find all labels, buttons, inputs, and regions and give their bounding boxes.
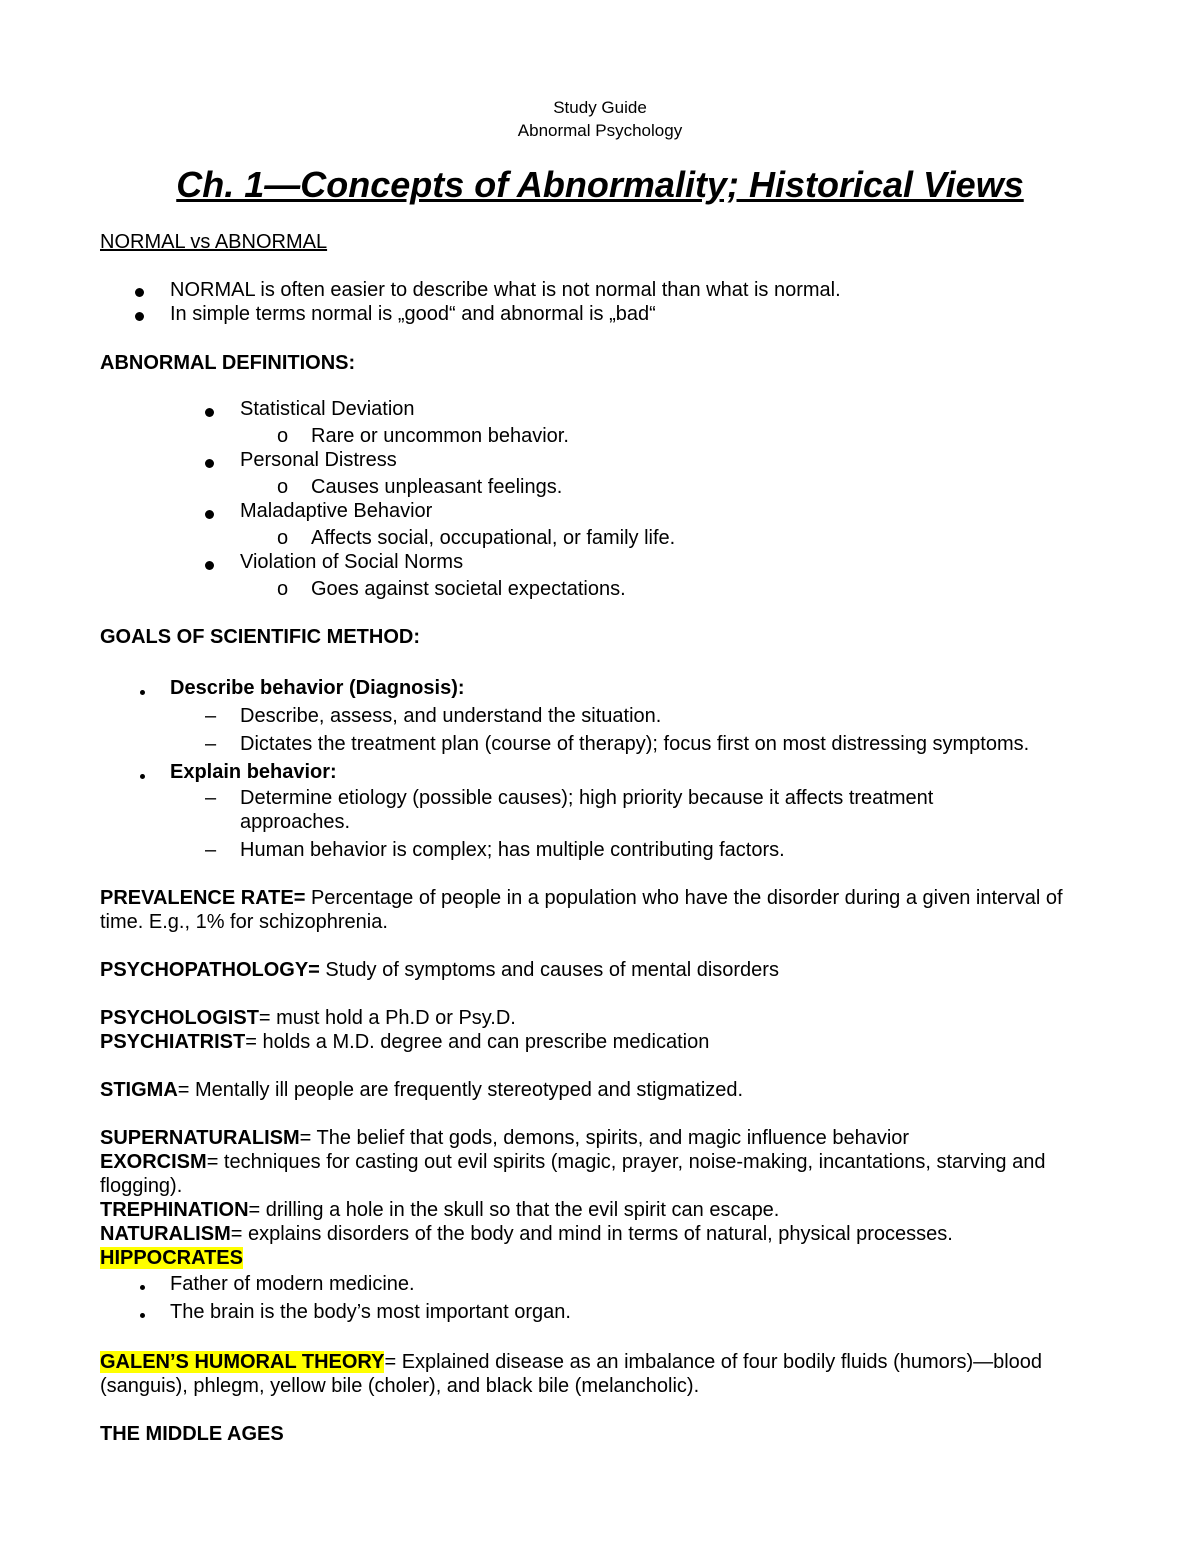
- term-label: NATURALISM: [100, 1223, 231, 1245]
- goal-point-continued: approaches.: [240, 811, 351, 833]
- sub-bullet-icon: o: [277, 578, 289, 600]
- term-psychiatrist: [100, 1030, 709, 1054]
- term-definition: Study of symptoms and causes of mental disorders: [319, 959, 779, 981]
- definition-detail: Causes unpleasant feelings.: [311, 476, 563, 498]
- definition-detail: Goes against societal expectations.: [311, 578, 626, 600]
- sub-bullet-icon: o: [277, 527, 289, 549]
- bullet-icon: [140, 1300, 145, 1324]
- term-label: EXORCISM: [100, 1151, 207, 1173]
- sub-bullet-icon: o: [277, 476, 289, 498]
- term-definition: = techniques for casting out evil spirits (magic, prayer, noise-making, incantations, starving and: [206, 1151, 1046, 1173]
- bullet-icon: [135, 279, 144, 303]
- section-heading-middle-ages: THE MIDDLE AGES: [100, 1423, 284, 1445]
- term-exorcism: [100, 1150, 1045, 1174]
- term-definition: = explains disorders of the body and mind in terms of natural, physical processes.: [230, 1223, 953, 1245]
- highlighted-term: GALEN’S HUMORAL THEORY: [100, 1351, 385, 1373]
- bullet-icon: [140, 677, 145, 701]
- list-item: Father of modern medicine.: [170, 1273, 415, 1295]
- goal-label: Describe behavior (Diagnosis):: [170, 677, 465, 699]
- goal-point: Human behavior is complex; has multiple contributing factors.: [240, 839, 785, 861]
- sub-bullet-icon: o: [277, 425, 289, 447]
- term-naturalism: [100, 1222, 953, 1246]
- term-definition-continued: time. E.g., 1% for schizophrenia.: [100, 911, 388, 933]
- bullet-icon: [205, 399, 214, 423]
- term-definition-continued: (sanguis), phlegm, yellow bile (choler), and black bile (melancholic).: [100, 1375, 700, 1397]
- list-item: The brain is the body’s most important organ.: [170, 1301, 571, 1323]
- dash-icon: –: [205, 787, 217, 809]
- term-psychologist: [100, 1006, 516, 1030]
- term-label: PSYCHIATRIST: [100, 1031, 246, 1053]
- bullet-icon: [140, 1272, 145, 1296]
- bullet-icon: [135, 303, 144, 327]
- dash-icon: –: [205, 705, 217, 727]
- term-definition: = holds a M.D. degree and can prescribe medication: [245, 1031, 710, 1053]
- bullet-icon: [205, 450, 214, 474]
- goal-point: Determine etiology (possible causes); high priority because it affects treatment: [240, 787, 934, 809]
- section-heading-definitions: ABNORMAL DEFINITIONS:: [100, 352, 356, 374]
- dash-icon: –: [205, 839, 217, 861]
- term-supernaturalism: [100, 1126, 909, 1150]
- list-item: In simple terms normal is „good“ and abnormal is „bad“: [170, 303, 656, 325]
- term-label: PSYCHOPATHOLOGY=: [100, 959, 320, 981]
- term-label: STIGMA: [100, 1079, 178, 1101]
- definition-label: Violation of Social Norms: [240, 551, 464, 573]
- term-definition-continued: flogging).: [100, 1175, 183, 1197]
- definition-label: Personal Distress: [240, 449, 397, 471]
- term-definition: = Explained disease as an imbalance of four bodily fluids (humors)—blood: [384, 1351, 1043, 1373]
- dash-icon: –: [205, 733, 217, 755]
- goal-point: Describe, assess, and understand the situation.: [240, 705, 662, 727]
- term-galen: [100, 1350, 1042, 1374]
- term-definition: Percentage of people in a population who have the disorder during a given interval of: [305, 887, 1063, 909]
- term-definition: = The belief that gods, demons, spirits, and magic influence behavior: [299, 1127, 910, 1149]
- hippocrates-heading: [100, 1246, 243, 1270]
- term-label: PREVALENCE RATE=: [100, 887, 306, 909]
- bullet-icon: [205, 501, 214, 525]
- definition-detail: Affects social, occupational, or family life.: [311, 527, 676, 549]
- definition-detail: Rare or uncommon behavior.: [311, 425, 569, 447]
- doc-course: Abnormal Psychology: [517, 121, 683, 140]
- term-label: PSYCHOLOGIST: [100, 1007, 259, 1029]
- list-item: NORMAL is often easier to describe what is not normal than what is normal.: [170, 279, 841, 301]
- goal-point: Dictates the treatment plan (course of therapy); focus first on most distressing symptoms.: [240, 733, 1030, 755]
- highlighted-term: HIPPOCRATES: [100, 1247, 243, 1269]
- section-heading-scientific-method: GOALS OF SCIENTIFIC METHOD:: [100, 626, 420, 648]
- term-definition: = drilling a hole in the skull so that the evil spirit can escape.: [248, 1199, 780, 1221]
- definition-label: Maladaptive Behavior: [240, 500, 433, 522]
- term-definition: = Mentally ill people are frequently stereotyped and stigmatized.: [177, 1079, 744, 1101]
- definition-label: Statistical Deviation: [240, 398, 415, 420]
- section-heading-normal: NORMAL vs ABNORMAL: [100, 231, 328, 253]
- doc-subtitle: Study Guide: [553, 98, 647, 117]
- term-stigma: [100, 1078, 743, 1102]
- bullet-icon: [205, 552, 214, 576]
- term-trephination: [100, 1198, 779, 1222]
- bullet-icon: [140, 761, 145, 785]
- term-psychopathology: [100, 958, 779, 982]
- term-label: SUPERNATURALISM: [100, 1127, 300, 1149]
- goal-label: Explain behavior:: [170, 761, 337, 783]
- term-prevalence: [100, 886, 1063, 910]
- term-label: TREPHINATION: [100, 1199, 249, 1221]
- page-title: Ch. 1—Concepts of Abnormality; Historical Views: [176, 164, 1024, 205]
- term-definition: = must hold a Ph.D or Psy.D.: [258, 1007, 516, 1029]
